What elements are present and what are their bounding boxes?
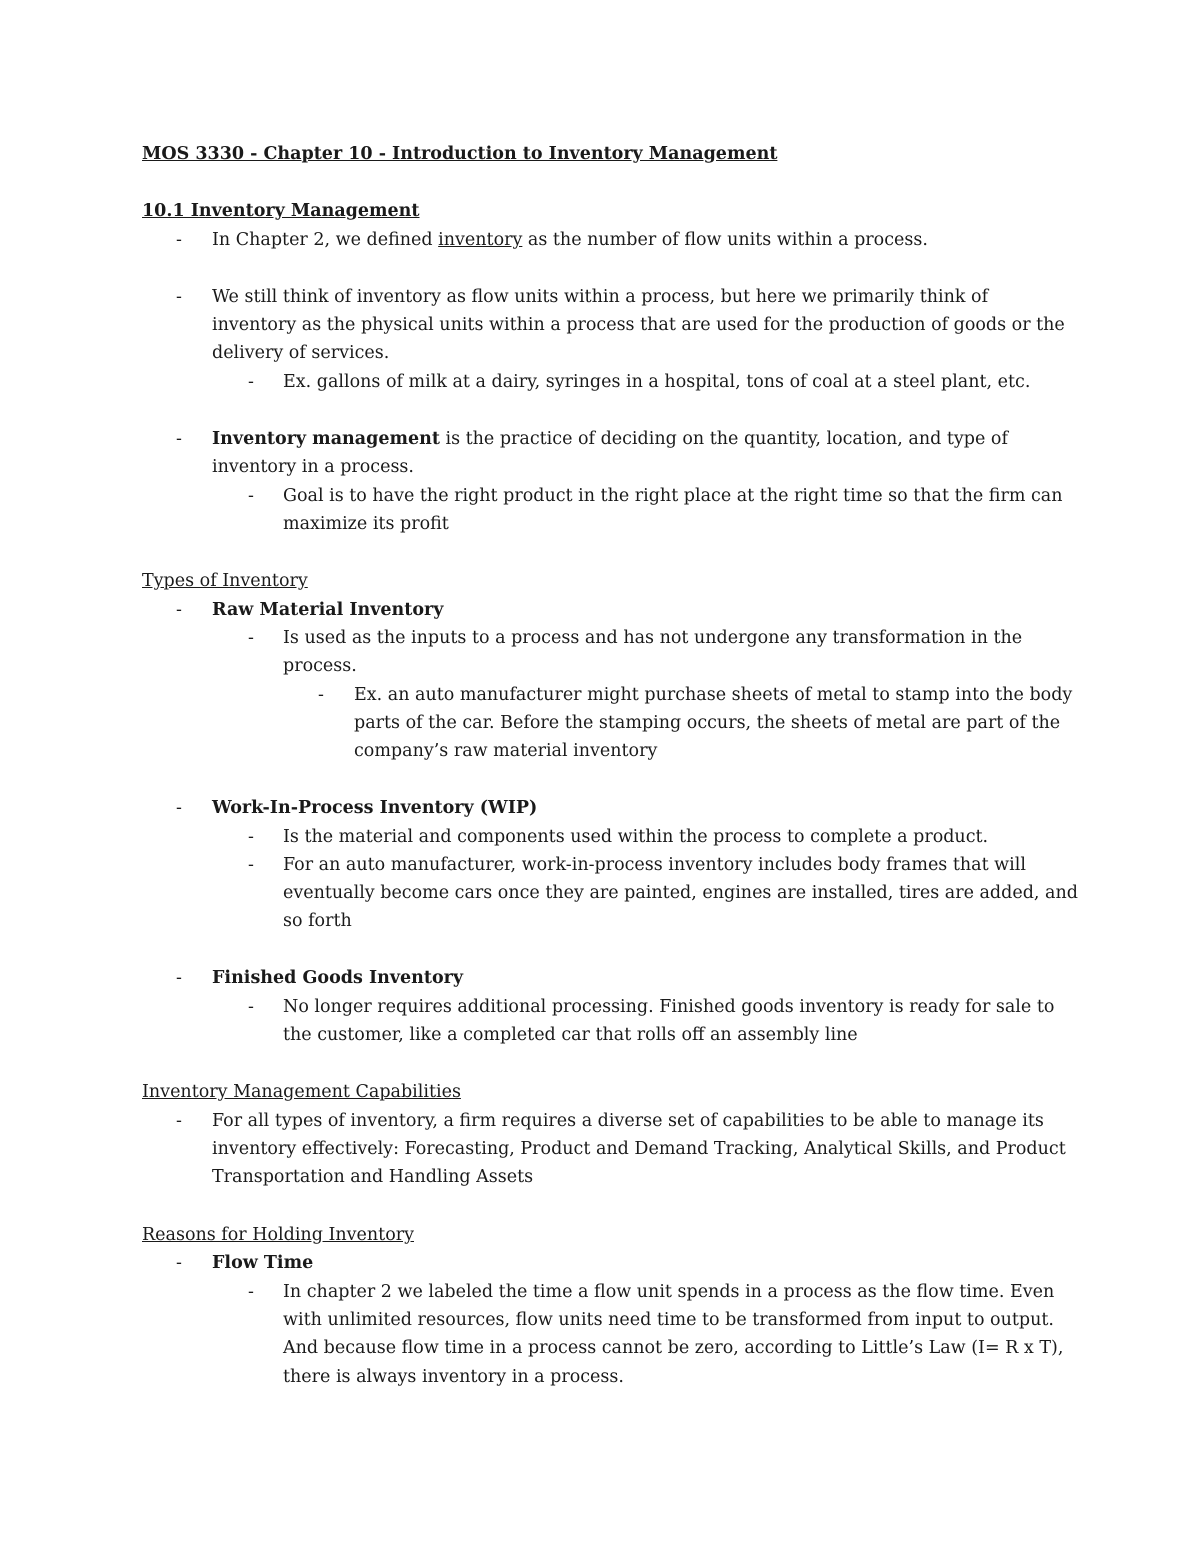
- intro-example: Ex. gallons of milk at a dairy, syringes in a hospital, tons of coal at a steel plant, etc.: [283, 372, 1031, 392]
- bullet-marker: -: [248, 372, 254, 392]
- capabilities-line: For all types of inventory, a firm requires a diverse set of capabilities to be able to manage its: [212, 1111, 1044, 1131]
- raw-material-example: parts of the car. Before the stamping occurs, the sheets of metal are part of the: [354, 713, 1061, 733]
- intro-paragraph-3: [212, 428, 1008, 450]
- bullet-marker: -: [176, 600, 182, 620]
- bullet-marker: -: [176, 968, 182, 988]
- wip-example: eventually become cars once they are painted, engines are installed, tires are added, and: [283, 883, 1078, 903]
- inventory-term: inventory: [438, 230, 523, 250]
- bullet-marker: -: [318, 685, 324, 705]
- flow-time-line: In chapter 2 we labeled the time a flow unit spends in a process as the flow time. Even: [283, 1282, 1055, 1302]
- wip-example: For an auto manufacturer, work-in-process inventory includes body frames that will: [283, 855, 1026, 875]
- bullet-marker: -: [248, 827, 254, 847]
- bullet-marker: -: [176, 798, 182, 818]
- flow-time-line: And because flow time in a process cannot be zero, according to Little’s Law (I= R x T),: [283, 1338, 1064, 1358]
- finished-goods-desc: the customer, like a completed car that rolls off an assembly line: [283, 1025, 858, 1045]
- bullet-marker: -: [248, 1282, 254, 1302]
- bullet-marker: -: [176, 230, 182, 250]
- intro-text: is the practice of deciding on the quantity, location, and type of: [439, 429, 1008, 449]
- raw-material-example: Ex. an auto manufacturer might purchase sheets of metal to stamp into the body: [354, 685, 1073, 705]
- goal-line: Goal is to have the right product in the right place at the right time so that the firm can: [283, 486, 1063, 506]
- types-heading: Types of Inventory: [142, 571, 308, 591]
- bullet-marker: -: [248, 628, 254, 648]
- finished-goods-label: Finished Goods Inventory: [212, 968, 464, 988]
- inventory-management-term: Inventory management: [212, 429, 440, 449]
- flow-time-line: with unlimited resources, flow units need time to be transformed from input to output.: [283, 1310, 1054, 1330]
- capabilities-line: inventory effectively: Forecasting, Product and Demand Tracking, Analytical Skills, and Product: [212, 1139, 1066, 1159]
- document-title: MOS 3330 - Chapter 10 - Introduction to Inventory Management: [142, 144, 778, 164]
- bullet-marker: -: [176, 1111, 182, 1131]
- wip-desc: Is the material and components used within the process to complete a product.: [283, 827, 989, 847]
- raw-material-example: company’s raw material inventory: [354, 741, 658, 761]
- bullet-marker: -: [176, 1253, 182, 1273]
- intro-paragraph-2-line: We still think of inventory as flow units within a process, but here we primarily think of: [212, 287, 989, 307]
- intro-paragraph-3-line: inventory in a process.: [212, 457, 414, 477]
- capabilities-line: Transportation and Handling Assets: [212, 1167, 534, 1187]
- bullet-marker: -: [176, 429, 182, 449]
- bullet-marker: -: [248, 486, 254, 506]
- intro-paragraph-2-line: delivery of services.: [212, 343, 390, 363]
- capabilities-heading: Inventory Management Capabilities: [142, 1082, 461, 1102]
- goal-line: maximize its profit: [283, 514, 449, 534]
- intro-paragraph-2-line: inventory as the physical units within a process that are used for the production of goods or the: [212, 315, 1065, 335]
- reasons-heading: Reasons for Holding Inventory: [142, 1225, 414, 1245]
- bullet-marker: -: [176, 287, 182, 307]
- raw-material-desc: process.: [283, 656, 357, 676]
- intro-text: as the number of flow units within a process.: [522, 230, 928, 250]
- raw-material-label: Raw Material Inventory: [212, 600, 444, 620]
- raw-material-desc: Is used as the inputs to a process and has not undergone any transformation in the: [283, 628, 1023, 648]
- finished-goods-desc: No longer requires additional processing. Finished goods inventory is ready for sale to: [283, 997, 1055, 1017]
- wip-example: so forth: [283, 911, 352, 931]
- intro-paragraph-1: [212, 229, 928, 251]
- section-heading: 10.1 Inventory Management: [142, 201, 420, 221]
- bullet-marker: -: [248, 855, 254, 875]
- bullet-marker: -: [248, 997, 254, 1017]
- wip-label: Work-In-Process Inventory (WIP): [212, 798, 538, 818]
- flow-time-line: there is always inventory in a process.: [283, 1367, 624, 1387]
- intro-text: In Chapter 2, we defined: [212, 230, 439, 250]
- flow-time-label: Flow Time: [212, 1253, 314, 1273]
